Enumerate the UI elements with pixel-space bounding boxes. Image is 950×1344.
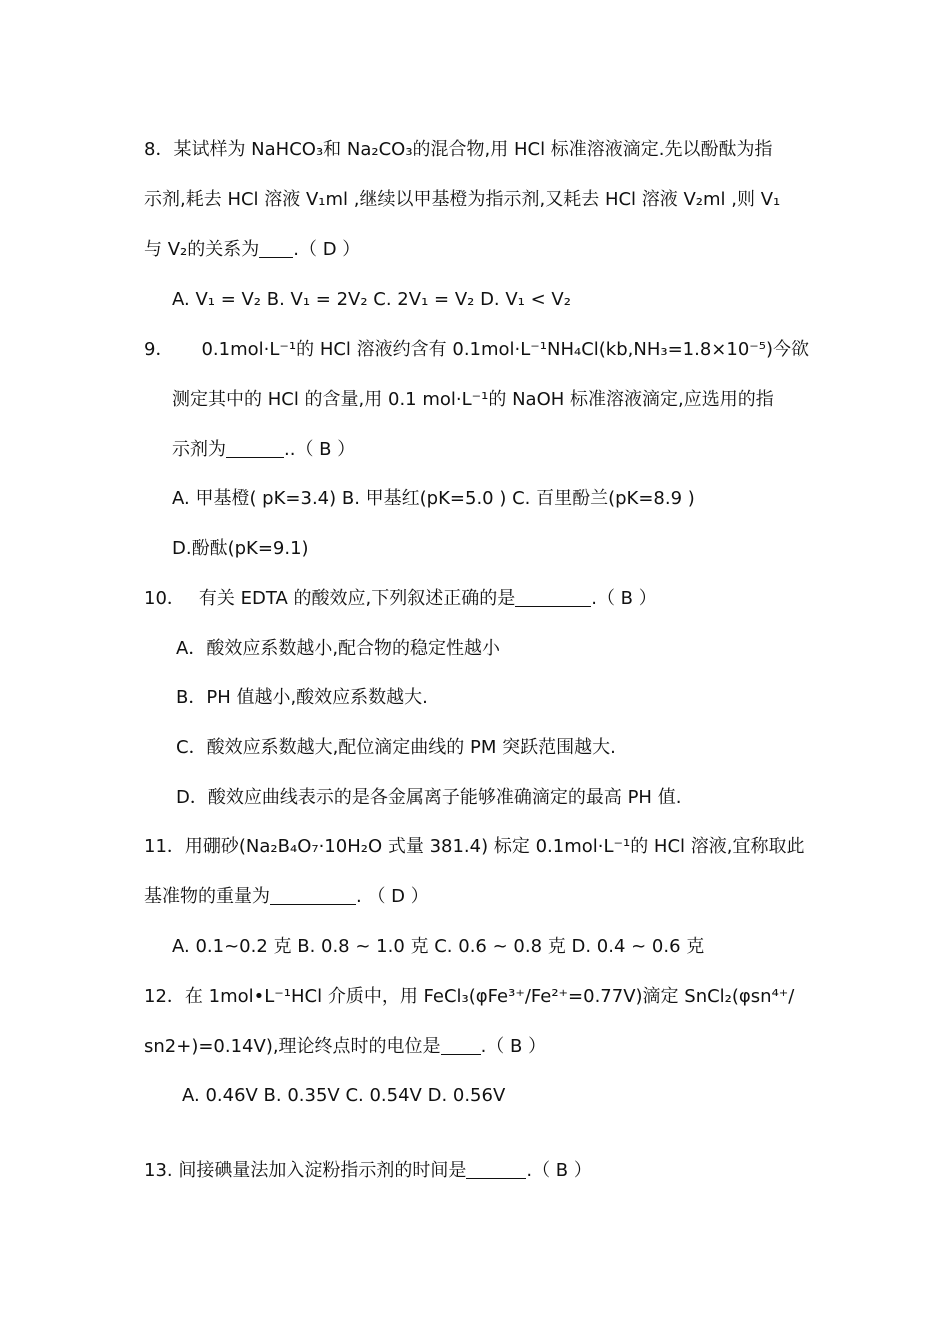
q11-options: A. 0.1~0.2 克 B. 0.8 ~ 1.0 克 C. 0.6 ~ 0.8 克 D. 0.4 ~ 0.6 克 xyxy=(172,936,705,957)
q12-options: A. 0.46V B. 0.35V C. 0.54V D. 0.56V xyxy=(182,1085,506,1106)
q11-line-1: 11．用硼砂(Na₂B₄O₇·10H₂O 式量 381.4) 标定 0.1mol·L⁻¹的 HCl 溶液,宜称取此 xyxy=(144,836,805,857)
q13-stem-text: 13. 间接碘量法加入淀粉指示剂的时间是 xyxy=(144,1160,467,1181)
q10-option-d: D．酸效应曲线表示的是各金属离子能够准确滴定的最高 PH 值. xyxy=(176,787,682,808)
q11-answer: . （ D ） xyxy=(356,886,429,907)
q10-option-c: C．酸效应系数越大,配位滴定曲线的 PM 突跃范围越大. xyxy=(176,737,616,758)
q8-line-3-text: 与 V₂的关系为 xyxy=(144,239,260,260)
q10-answer: .（ B ） xyxy=(591,588,657,609)
q8-answer: .（ D ） xyxy=(293,239,361,260)
q10-number: 10． xyxy=(144,588,185,609)
q9-line-1-text: 0.1mol·L⁻¹的 HCl 溶液约含有 0.1mol·L⁻¹NH₄Cl(kb,NH₃=1.8×10⁻⁵)今欲 xyxy=(201,339,810,360)
q13-answer: .（ B ） xyxy=(526,1160,592,1181)
q8-line-1: 8．某试样为 NaHCO₃和 Na₂CO₃的混合物,用 HCl 标准溶液滴定.先以酚酞为指 xyxy=(144,139,773,160)
q8-options: A. V₁ = V₂ B. V₁ = 2V₂ C. 2V₁ = V₂ D. V₁ < V₂ xyxy=(172,289,571,310)
q10-option-a: A．酸效应系数越小,配合物的稳定性越小 xyxy=(176,638,501,659)
answer-blank xyxy=(466,1160,526,1179)
q9-number: 9． xyxy=(144,339,174,360)
q10-stem-text: 有关 EDTA 的酸效应,下列叙述正确的是 xyxy=(198,588,516,609)
answer-blank xyxy=(226,439,284,458)
q12-line-2 xyxy=(144,1035,546,1059)
q12-answer: .（ B ） xyxy=(480,1036,547,1057)
q10-stem xyxy=(144,587,657,611)
q11-line-2-text: 基准物的重量为 xyxy=(144,886,270,907)
q9-line-3-text: 示剂为 xyxy=(172,439,226,460)
q8-line-3 xyxy=(144,238,360,262)
q8-line-2: 示剂,耗去 HCl 溶液 V₁ml ,继续以甲基橙为指示剂,又耗去 HCl 溶液 V₂ml ,则 V₁ xyxy=(144,189,781,210)
q9-options-1: A. 甲基橙( pK=3.4) B. 甲基红(pK=5.0 ) C. 百里酚兰(pK=8.9 ) xyxy=(172,488,695,509)
q13-stem xyxy=(144,1159,592,1183)
answer-blank xyxy=(441,1036,481,1055)
q11-line-2 xyxy=(144,885,429,909)
answer-blank xyxy=(259,239,293,258)
q9-line-3 xyxy=(172,438,355,462)
q10-option-b: B．PH 值越小,酸效应系数越大. xyxy=(176,687,428,708)
q9-line-2: 测定其中的 HCl 的含量,用 0.1 mol·L⁻¹的 NaOH 标准溶液滴定,应选用的指 xyxy=(172,389,774,410)
q9-line-1 xyxy=(144,338,809,362)
q9-answer: ..（ B ） xyxy=(284,439,356,460)
answer-blank xyxy=(270,886,356,905)
q12-line-1: 12．在 1mol•L⁻¹HCl 介质中，用 FeCl₃(φFe³⁺/Fe²⁺=0.77V)滴定 SnCl₂(φsn⁴⁺/ xyxy=(144,986,795,1007)
answer-blank xyxy=(515,588,591,607)
q9-options-2: D.酚酞(pK=9.1) xyxy=(172,538,309,559)
q12-line-2-text: sn2+)=0.14V),理论终点时的电位是 xyxy=(144,1036,441,1057)
